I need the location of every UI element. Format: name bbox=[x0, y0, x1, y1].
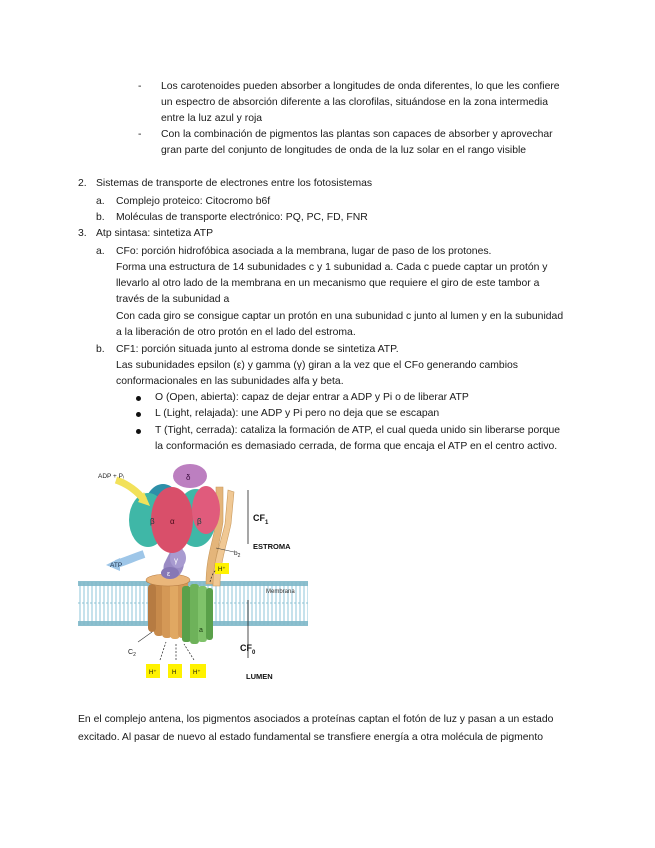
cf1-label: $CF_1$ bbox=[253, 513, 269, 526]
adp-label: ADP + Pᵢ bbox=[98, 473, 125, 480]
item-text-line: Con cada giro se consigue captar un protón en una subunidad c junto al lumen y en la subunidad bbox=[116, 311, 564, 322]
section-title: Atp sintasa: sintetiza ATP bbox=[96, 228, 214, 239]
atp-label: ATP bbox=[110, 562, 123, 569]
item-letter: b. bbox=[96, 344, 105, 355]
paragraph-line: En el complejo antena, los pigmentos asociados a proteínas captan el fotón de luz y pasan a un estado bbox=[78, 714, 554, 725]
c2-label: $C_2$ bbox=[128, 649, 136, 658]
beta-label-right: β bbox=[197, 517, 202, 526]
cf1-head bbox=[129, 464, 220, 553]
stroma-label: ESTROMA bbox=[253, 542, 291, 551]
proton-top-label: H⁺ bbox=[218, 567, 226, 573]
bullet-text-line: Con la combinación de pigmentos las plantas son capaces de absorber y aprovechar bbox=[161, 129, 553, 140]
bullet-dot bbox=[136, 412, 141, 417]
a-subunit bbox=[182, 584, 213, 644]
alpha-label: α bbox=[170, 517, 175, 526]
item-text-line: conformacionales en las subunidades alfa y beta. bbox=[116, 376, 344, 387]
lumen-label: LUMEN bbox=[246, 672, 273, 681]
item-text-line: Forma una estructura de 14 subunidades c y 1 subunidad a. Cada c puede captar un protón y bbox=[116, 262, 548, 273]
item-text-line: a la liberación de otro protón en el lado del estroma. bbox=[116, 327, 356, 338]
item-text-line: través de la subunidad a bbox=[116, 294, 230, 305]
c2-pointer bbox=[138, 632, 152, 642]
svg-text:H⁺: H⁺ bbox=[149, 670, 157, 676]
atp-synthase-figure bbox=[78, 462, 308, 700]
item-text-line: llevarlo al otro lado de la membrana en un mecanismo que requiere el giro de este tambor a bbox=[116, 278, 540, 289]
bullet-dot bbox=[136, 396, 141, 401]
epsilon-label: ε bbox=[167, 571, 171, 578]
bullet-text-line: gran parte del conjunto de longitudes de onda de la luz solar en el rango visible bbox=[161, 145, 527, 156]
svg-text:H⁺: H⁺ bbox=[193, 670, 201, 676]
item-text: Moléculas de transporte electrónico: PQ, PC, FD, FNR bbox=[116, 212, 368, 223]
svg-text:H: H bbox=[172, 670, 177, 676]
paragraph-line: excitado. Al pasar de nuevo al estado fundamental se transfiere energía a otra molécula de pigmento bbox=[78, 732, 543, 743]
state-open-text: O (Open, abierta): capaz de dejar entrar a ADP y Pi o de liberar ATP bbox=[155, 392, 469, 403]
beta-label-left: β bbox=[150, 517, 155, 526]
item-text-line: CFo: porción hidrofóbica asociada a la membrana, lugar de paso de los protones. bbox=[116, 246, 492, 257]
state-loose-text: L (Light, relajada): une ADP y Pi pero no deja que se escapan bbox=[155, 408, 440, 419]
bullet-dot bbox=[136, 429, 141, 434]
delta-label: δ bbox=[186, 473, 191, 482]
item-letter: a. bbox=[96, 246, 105, 257]
item-text: Complejo proteico: Citocromo b6f bbox=[116, 196, 271, 207]
section-title: Sistemas de transporte de electrones entre los fotosistemas bbox=[96, 178, 373, 189]
state-tight-text: T (Tight, cerrada): cataliza la formación de ATP, el cual queda unido sin liberarse porque bbox=[155, 425, 561, 436]
item-text-line: Las subunidades epsilon (ε) y gamma (γ) giran a la vez que el CFo generando cambios bbox=[116, 360, 518, 371]
section-number: 2. bbox=[78, 178, 87, 189]
lumen-protons bbox=[146, 642, 206, 678]
section-number: 3. bbox=[78, 228, 87, 239]
state-tight-text: la conformación es demasiado cerrada, de forma que encaja el ATP en el centro activo. bbox=[155, 441, 558, 452]
bullet-dash: - bbox=[138, 129, 142, 140]
item-letter: b. bbox=[96, 212, 105, 223]
bullet-dash: - bbox=[138, 81, 142, 92]
item-text-line: CF1: porción situada junto al estroma donde se sintetiza ATP. bbox=[116, 344, 399, 355]
atp-arrow bbox=[106, 554, 144, 571]
adp-arrow bbox=[116, 480, 150, 506]
bullet-text-line: Los carotenoides pueden absorber a longitudes de onda diferentes, lo que les confiere bbox=[161, 81, 560, 92]
bullet-text-line: un espectro de absorción diferente a las clorofilas, situándose en la zona intermedia bbox=[161, 97, 548, 108]
cf0-label: $CF_0$ bbox=[240, 643, 256, 656]
item-letter: a. bbox=[96, 196, 105, 207]
membrane-label: Membrana bbox=[266, 589, 295, 595]
gamma-label: γ bbox=[174, 556, 178, 565]
a-label: a bbox=[199, 627, 203, 634]
bullet-text-line: entre la luz azul y roja bbox=[161, 113, 263, 124]
b2-label: $b_2$ bbox=[234, 550, 241, 559]
